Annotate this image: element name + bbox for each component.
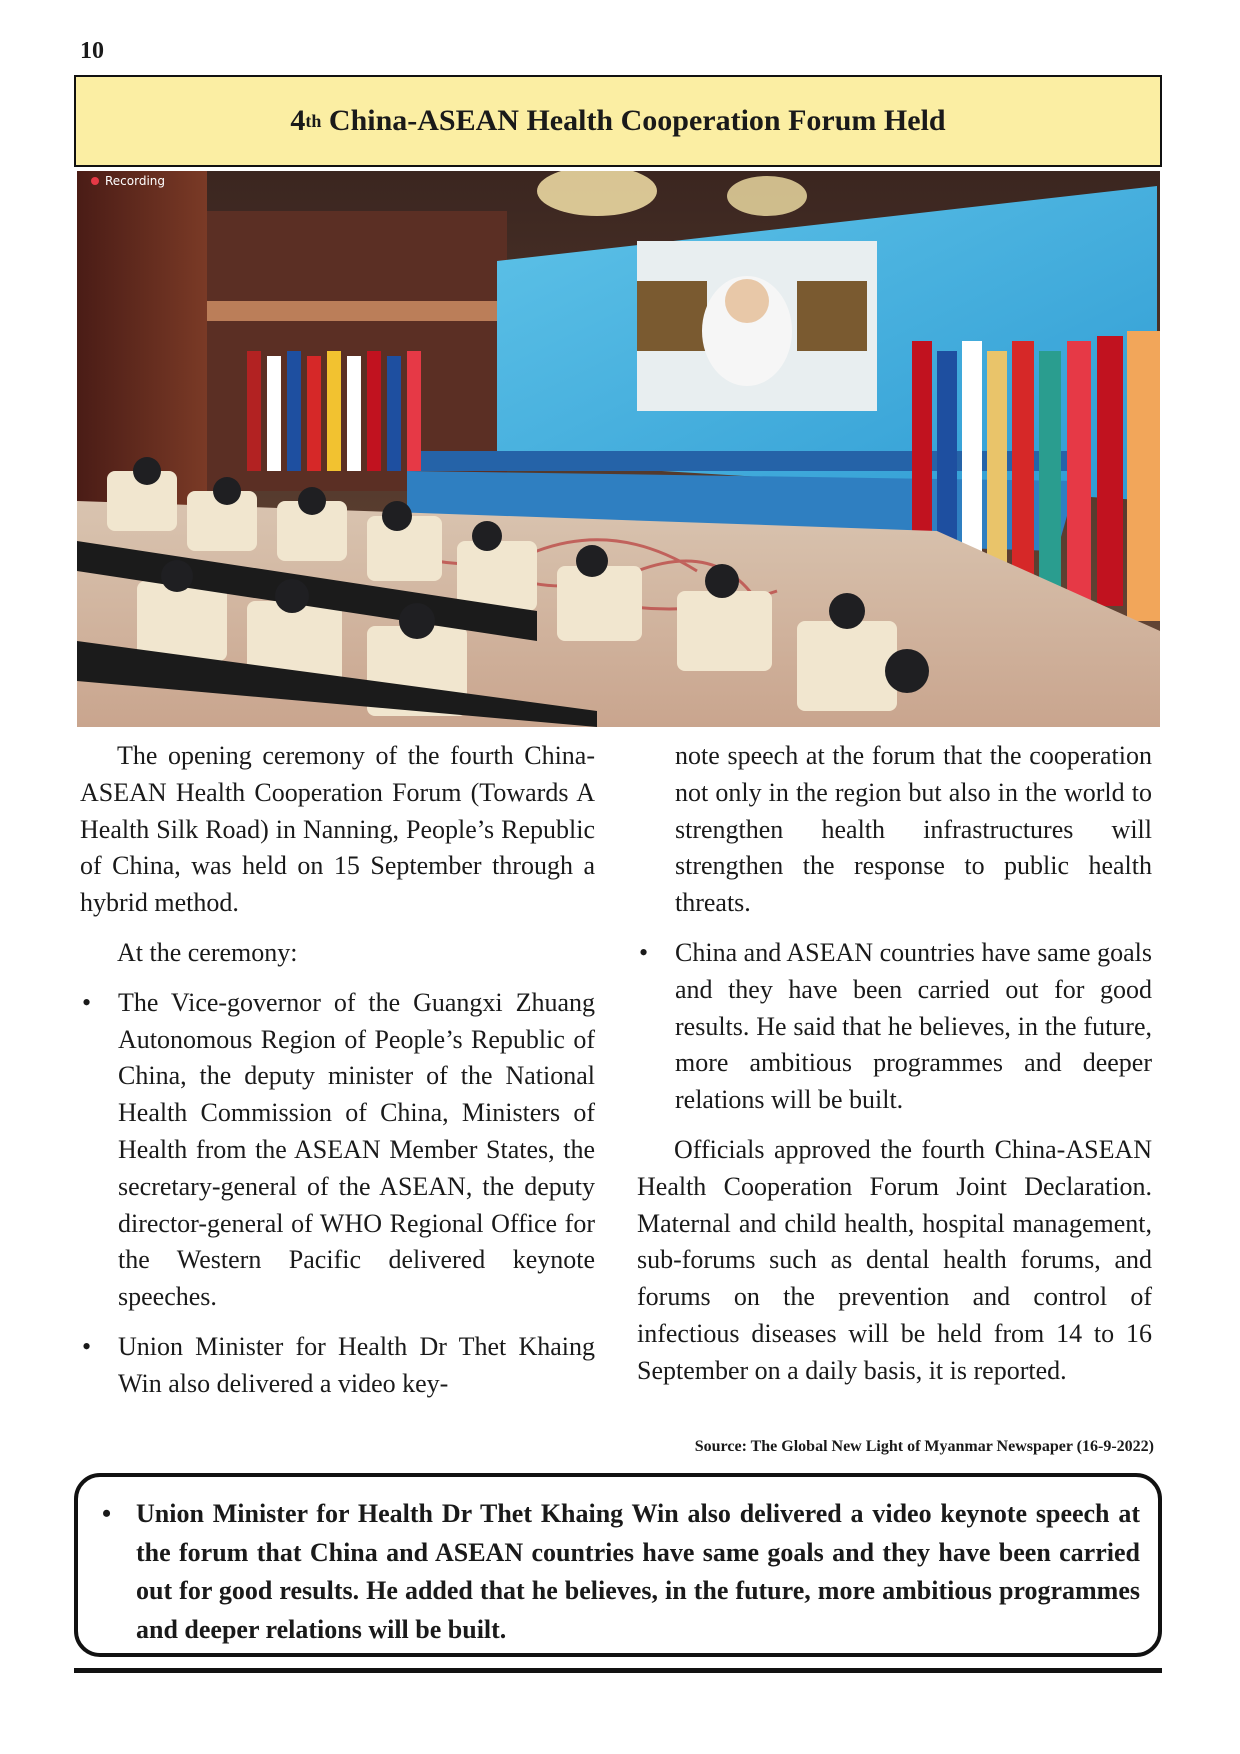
closing-paragraph: Officials approved the fourth China-ASEAN Health Cooperation Forum Joint Declaration. Maternal and child health, hospital management, sub-forums such as dental health forums, and forums on the prevention and control of infectious diseases will be held from 14 to 16 September on a daily basis, it is reported. [637, 1134, 1152, 1385]
right-column [637, 738, 1152, 1403]
forum-photo [77, 171, 1160, 727]
title-ordinal-suffix: th [305, 110, 322, 131]
bullet-item-union-minister-continued: note speech at the forum that the cooperation not only in the region but also in the world to strengthen health infrastructures will strengthen the response to public health threats. [675, 741, 1152, 918]
left-column [80, 738, 595, 1416]
bullet-item-union-minister: • Union Minister for Health Dr Thet Khaing Win also delivered a video key- [80, 1329, 595, 1403]
bullet-item-speakers: • The Vice-governor of the Guangxi Zhuang Autonomous Region of People’s Republic of China, the deputy minister of the National Health Commission of China, Ministers of Health from the ASEAN Member States, the secretary-general of the ASEAN, the deputy director-general of WHO Regional Office for the Western Pacific delivered keynote speeches. [80, 985, 595, 1316]
highlight-text: • Union Minister for Health Dr Thet Khaing Win also delivered a video keynote speech at the forum that China and ASEAN countries have same goals and they have been carried out for good results. He added that he believes, in the future, more ambitious programmes and deeper relations will be built. [96, 1495, 1140, 1649]
recording-dot-icon [91, 177, 99, 185]
page-number: 10 [80, 38, 104, 64]
recording-label: Recording [105, 174, 166, 188]
title-ordinal: 4 [290, 104, 306, 137]
article-title [74, 75, 1162, 167]
source-citation: Source: The Global New Light of Myanmar Newspaper (16-9-2022) [694, 1438, 1154, 1455]
at-ceremony-text: At the ceremony: [117, 937, 298, 967]
bullet-item-shared-goals: • China and ASEAN countries have same goals and they have been carried out for good results. He said that he believes, in the future, more ambitious programmes and deeper relations will be built. [637, 935, 1152, 1119]
title-text: China-ASEAN Health Cooperation Forum Held [321, 104, 946, 137]
bottom-rule [74, 1668, 1162, 1673]
intro-paragraph: The opening ceremony of the fourth China-ASEAN Health Cooperation Forum (Towards A Health Silk Road) in Nanning, People’s Republic of China, was held on 15 September through a hybrid method. [80, 741, 595, 918]
highlight-box [74, 1473, 1162, 1657]
